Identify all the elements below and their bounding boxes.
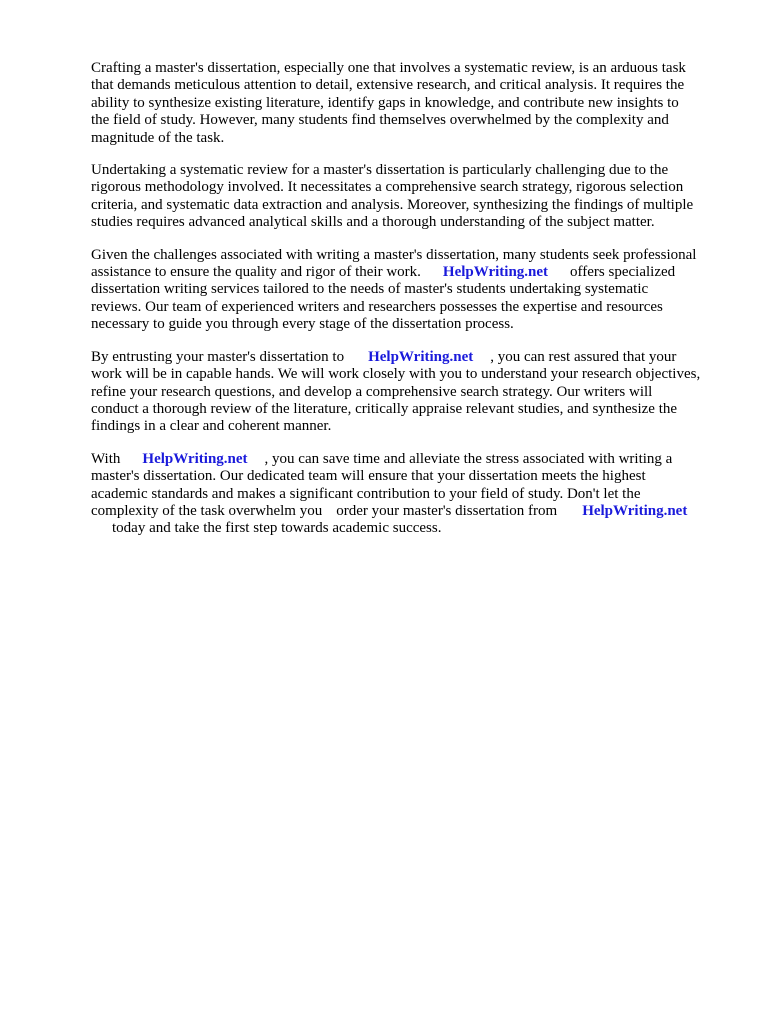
text-line: Given the challenges associated with writing a master's dissertation, many students seek professional [91,246,697,263]
text-line: reviews. Our team of experienced writers and researchers possesses the expertise and resources [91,298,663,315]
text-line: refine your research questions, and develop a comprehensive search strategy. Our writers will [91,383,653,400]
text-segment: complexity of the task overwhelm you [91,502,323,519]
text-line: master's dissertation. Our dedicated team will ensure that your dissertation meets the highest [91,468,646,485]
text-line: dissertation writing services tailored to the needs of master's students undertaking systematic [91,281,649,298]
text-line: Undertaking a systematic review for a master's dissertation is particularly challenging due to the [91,162,669,179]
text-line: magnitude of the task. [91,129,225,146]
text-line: necessary to guide you through every stage of the dissertation process. [91,316,514,333]
paragraph-challenges [91,162,727,232]
text-segment: , you can rest assured that your [490,348,677,365]
text-line: findings in a clear and coherent manner. [91,418,332,435]
text-line: today and take the first step towards academic success. [112,520,442,537]
text-line: that demands meticulous attention to detail, extensive research, and critical analysis. It requires the [91,77,685,94]
text-line [91,451,727,468]
text-line [91,503,727,520]
text-segment: offers specialized [570,264,676,281]
text-line: studies requires advanced analytical skills and a thorough understanding of the subject matter. [91,214,655,231]
paragraph-assistance [91,247,727,334]
text-line: ability to synthesize existing literature, identify gaps in knowledge, and contribute new insights to [91,94,679,111]
text-line: the field of study. However, many students find themselves overwhelmed by the complexity and [91,112,669,129]
text-line [91,264,727,281]
helpwriting-link[interactable]: HelpWriting.net [368,348,474,365]
helpwriting-link[interactable]: HelpWriting.net [582,502,688,519]
text-line: criteria, and systematic data extraction and analysis. Moreover, synthesizing the findings of multiple [91,196,694,213]
text-segment: assistance to ensure the quality and rigor of their work. [91,264,421,281]
paragraph-entrusting [91,349,727,436]
text-segment: With [91,450,121,467]
helpwriting-link[interactable]: HelpWriting.net [442,264,549,281]
document-body [91,60,727,553]
helpwriting-link[interactable]: HelpWriting.net [142,450,248,467]
text-line: academic standards and makes a significant contribution to your field of study. Don't let the [91,485,641,502]
text-line: work will be in capable hands. We will work closely with you to understand your research objectives, [91,366,701,383]
text-line: rigorous methodology involved. It necessitates a comprehensive search strategy, rigorous selection [91,179,684,196]
text-segment: By entrusting your master's dissertation to [91,348,345,365]
text-segment: , you can save time and alleviate the stress associated with writing a [264,450,673,467]
text-segment: order your master's dissertation from [336,502,558,519]
text-line [91,349,727,366]
paragraph-conclusion [91,451,727,538]
text-line: Crafting a master's dissertation, especially one that involves a systematic review, is an arduous task [91,60,686,76]
text-line: conduct a thorough review of the literature, critically appraise relevant studies, and synthesize the [91,400,678,417]
paragraph-intro [91,60,727,147]
